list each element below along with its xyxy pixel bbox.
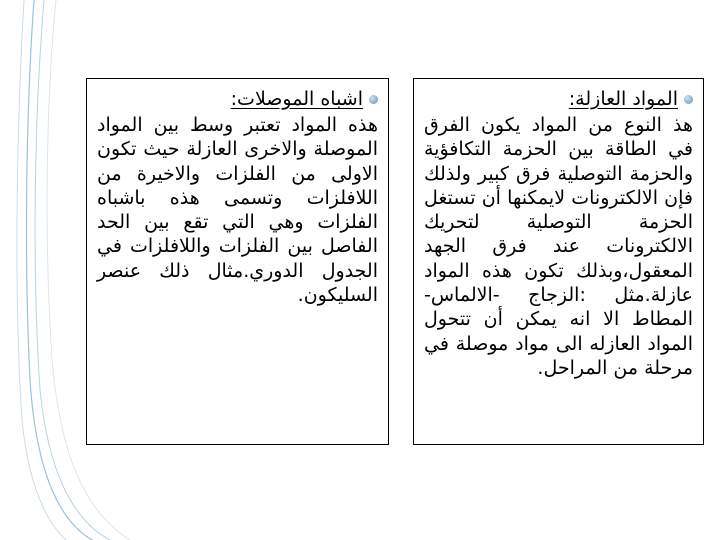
insulators-box — [413, 78, 704, 445]
insulators-text: هذ النوع من المواد يكون الفرق في الطاقة بين الحزمة التكافؤية والحزمة التوصلية فرق كبير ولذلك فإن الالكترونات لايمكنها أن تستغل الحزمة التوصلية لتحريك الالكترونات عند فرق الجهد المعقول،وبذلك تكون هذه المواد عازلة.مثل :الزجاج -الالماس-المطاط الا انه يمكن أن تتحول المواد العازله الى مواد موصلة في مرحلة من المراحل. — [424, 114, 693, 379]
semiconductors-text: هذه المواد تعتبر وسط بين المواد الموصلة والاخرى العازلة حيث تكون الاولى من الفلزات والاخيرة من اللافلزات وتسمى هذه باشباه الفلزات وهي التي تقع بين الحد الفاصل بين الفلزات واللافلزات في الجدول الدوري.مثال ذلك عنصر السليكون. — [97, 114, 378, 307]
insulators-heading: المواد العازلة: — [568, 88, 678, 110]
semiconductors-box — [86, 78, 389, 445]
insulators-heading-row — [424, 85, 693, 113]
bullet-icon — [684, 95, 693, 104]
semiconductors-heading: اشباه الموصلات: — [230, 88, 363, 110]
semiconductors-heading-row — [97, 85, 378, 113]
bullet-icon — [369, 95, 378, 104]
